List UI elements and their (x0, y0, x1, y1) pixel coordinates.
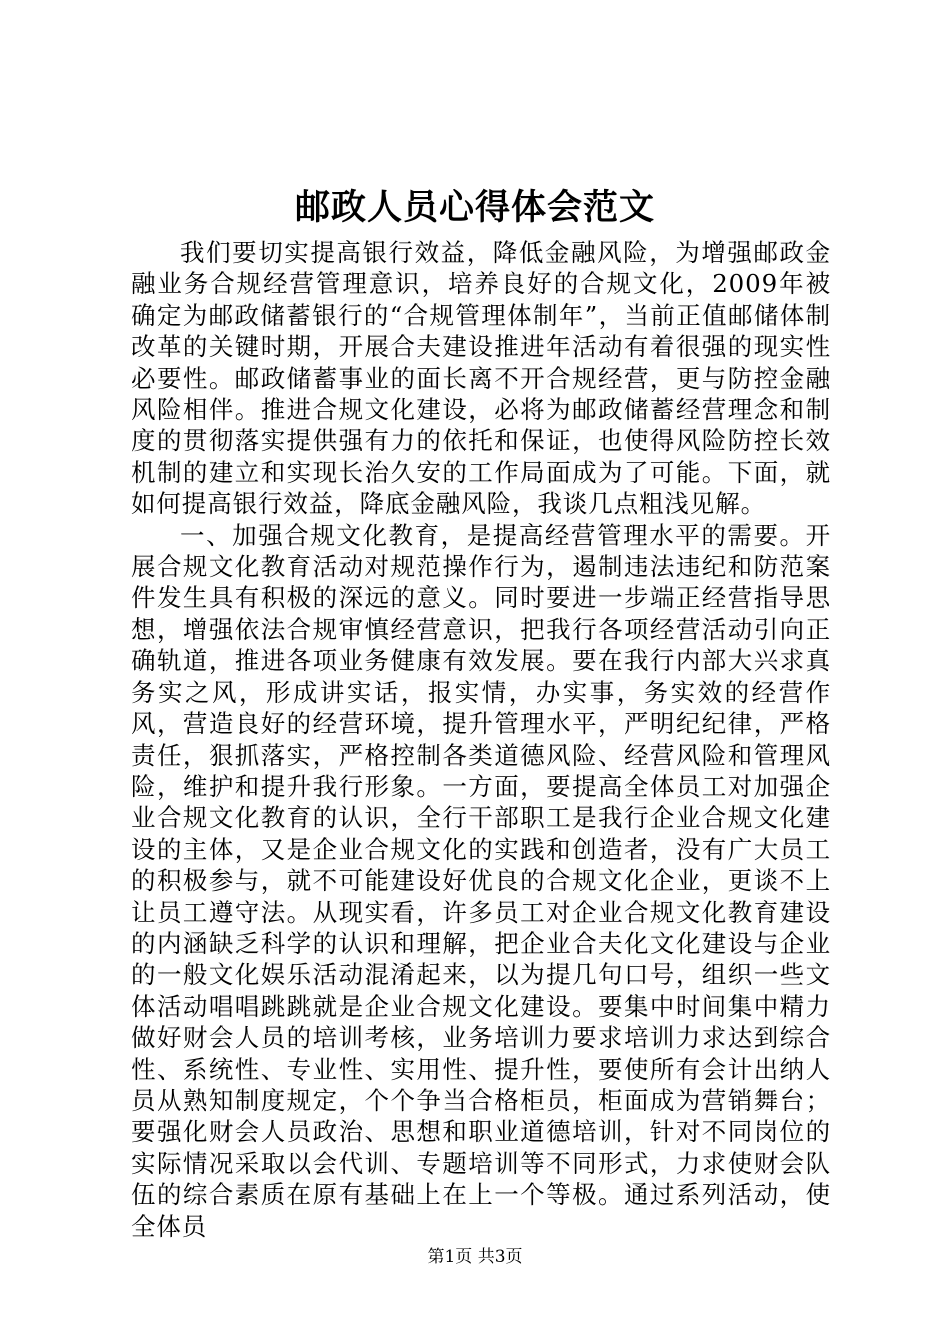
paragraph-section-one: 一、加强合规文化教育，是提高经营管理水平的需要。开展合规文化教育活动对规范操作行为，遏制违法违纪和防范案件发生具有积极的深远的意义。同时要进一步端正经营指导思想，增强依法合规审慎经营意识，把我行各项经营活动引向正确轨道，推进各项业务健康有效发展。要在我行内部大兴求真务实之风，形成讲实话，报实情，办实事，务实效的经营作风，营造良好的经营环境，提升管理水平，严明纪纪律，严格责任，狠抓落实，严格控制各类道德风险、经营风险和管理风险，维护和提升我行形象。一方面，要提高全体员工对加强企业合规文化教育的认识，全行干部职工是我行企业合规文化建设的主体，又是企业合规文化的实践和创造者，没有广大员工的积极参与，就不可能建设好优良的合规文化企业，更谈不上让员工遵守法。从现实看，许多员工对企业合规文化教育建设的内涵缺乏科学的认识和理解，把企业合夫化文化建设与企业的一般文化娱乐活动混淆起来，以为提几句口号，组织一些文体活动唱唱跳跳就是企业合规文化建设。要集中时间集中精力做好财会人员的培训考核，业务培训力要求培训力求达到综合性、系统性、专业性、实用性、提升性，要使所有会计出纳人员从熟知制度规定，个个争当合格柜员，柜面成为营销舞台；要强化财会人员政治、思想和职业道德培训，针对不同岗位的实际情况采取以会代训、专题培训等不同形式，力求使财会队伍的综合素质在原有基础上在上一个等极。通过系列活动，使全体员 (131, 520, 831, 1241)
document-title: 邮政人员心得体会范文 (294, 187, 655, 228)
page-number-footer: 第1页 共3页 (427, 1247, 523, 1267)
document-body (131, 237, 831, 1242)
paragraph-intro: 我们要切实提高银行效益，降低金融风险，为增强邮政金融业务合规经营管理意识，培养良好的合规文化，2009年被确定为邮政储蓄银行的“合规管理体制年”，当前正值邮储体制改革的关键时期，开展合夫建设推进年活动有着很强的现实性必要性。邮政储蓄事业的面长离不开合规经营，更与防控金融风险相伴。推进合规文化建设，必将为邮政储蓄经营理念和制度的贯彻落实提供强有力的依托和保证，也使得风险防控长效机制的建立和实现长治久安的工作局面成为了可能。下面，就如何提高银行效益，降底金融风险，我谈几点粗浅见解。 (131, 238, 831, 519)
